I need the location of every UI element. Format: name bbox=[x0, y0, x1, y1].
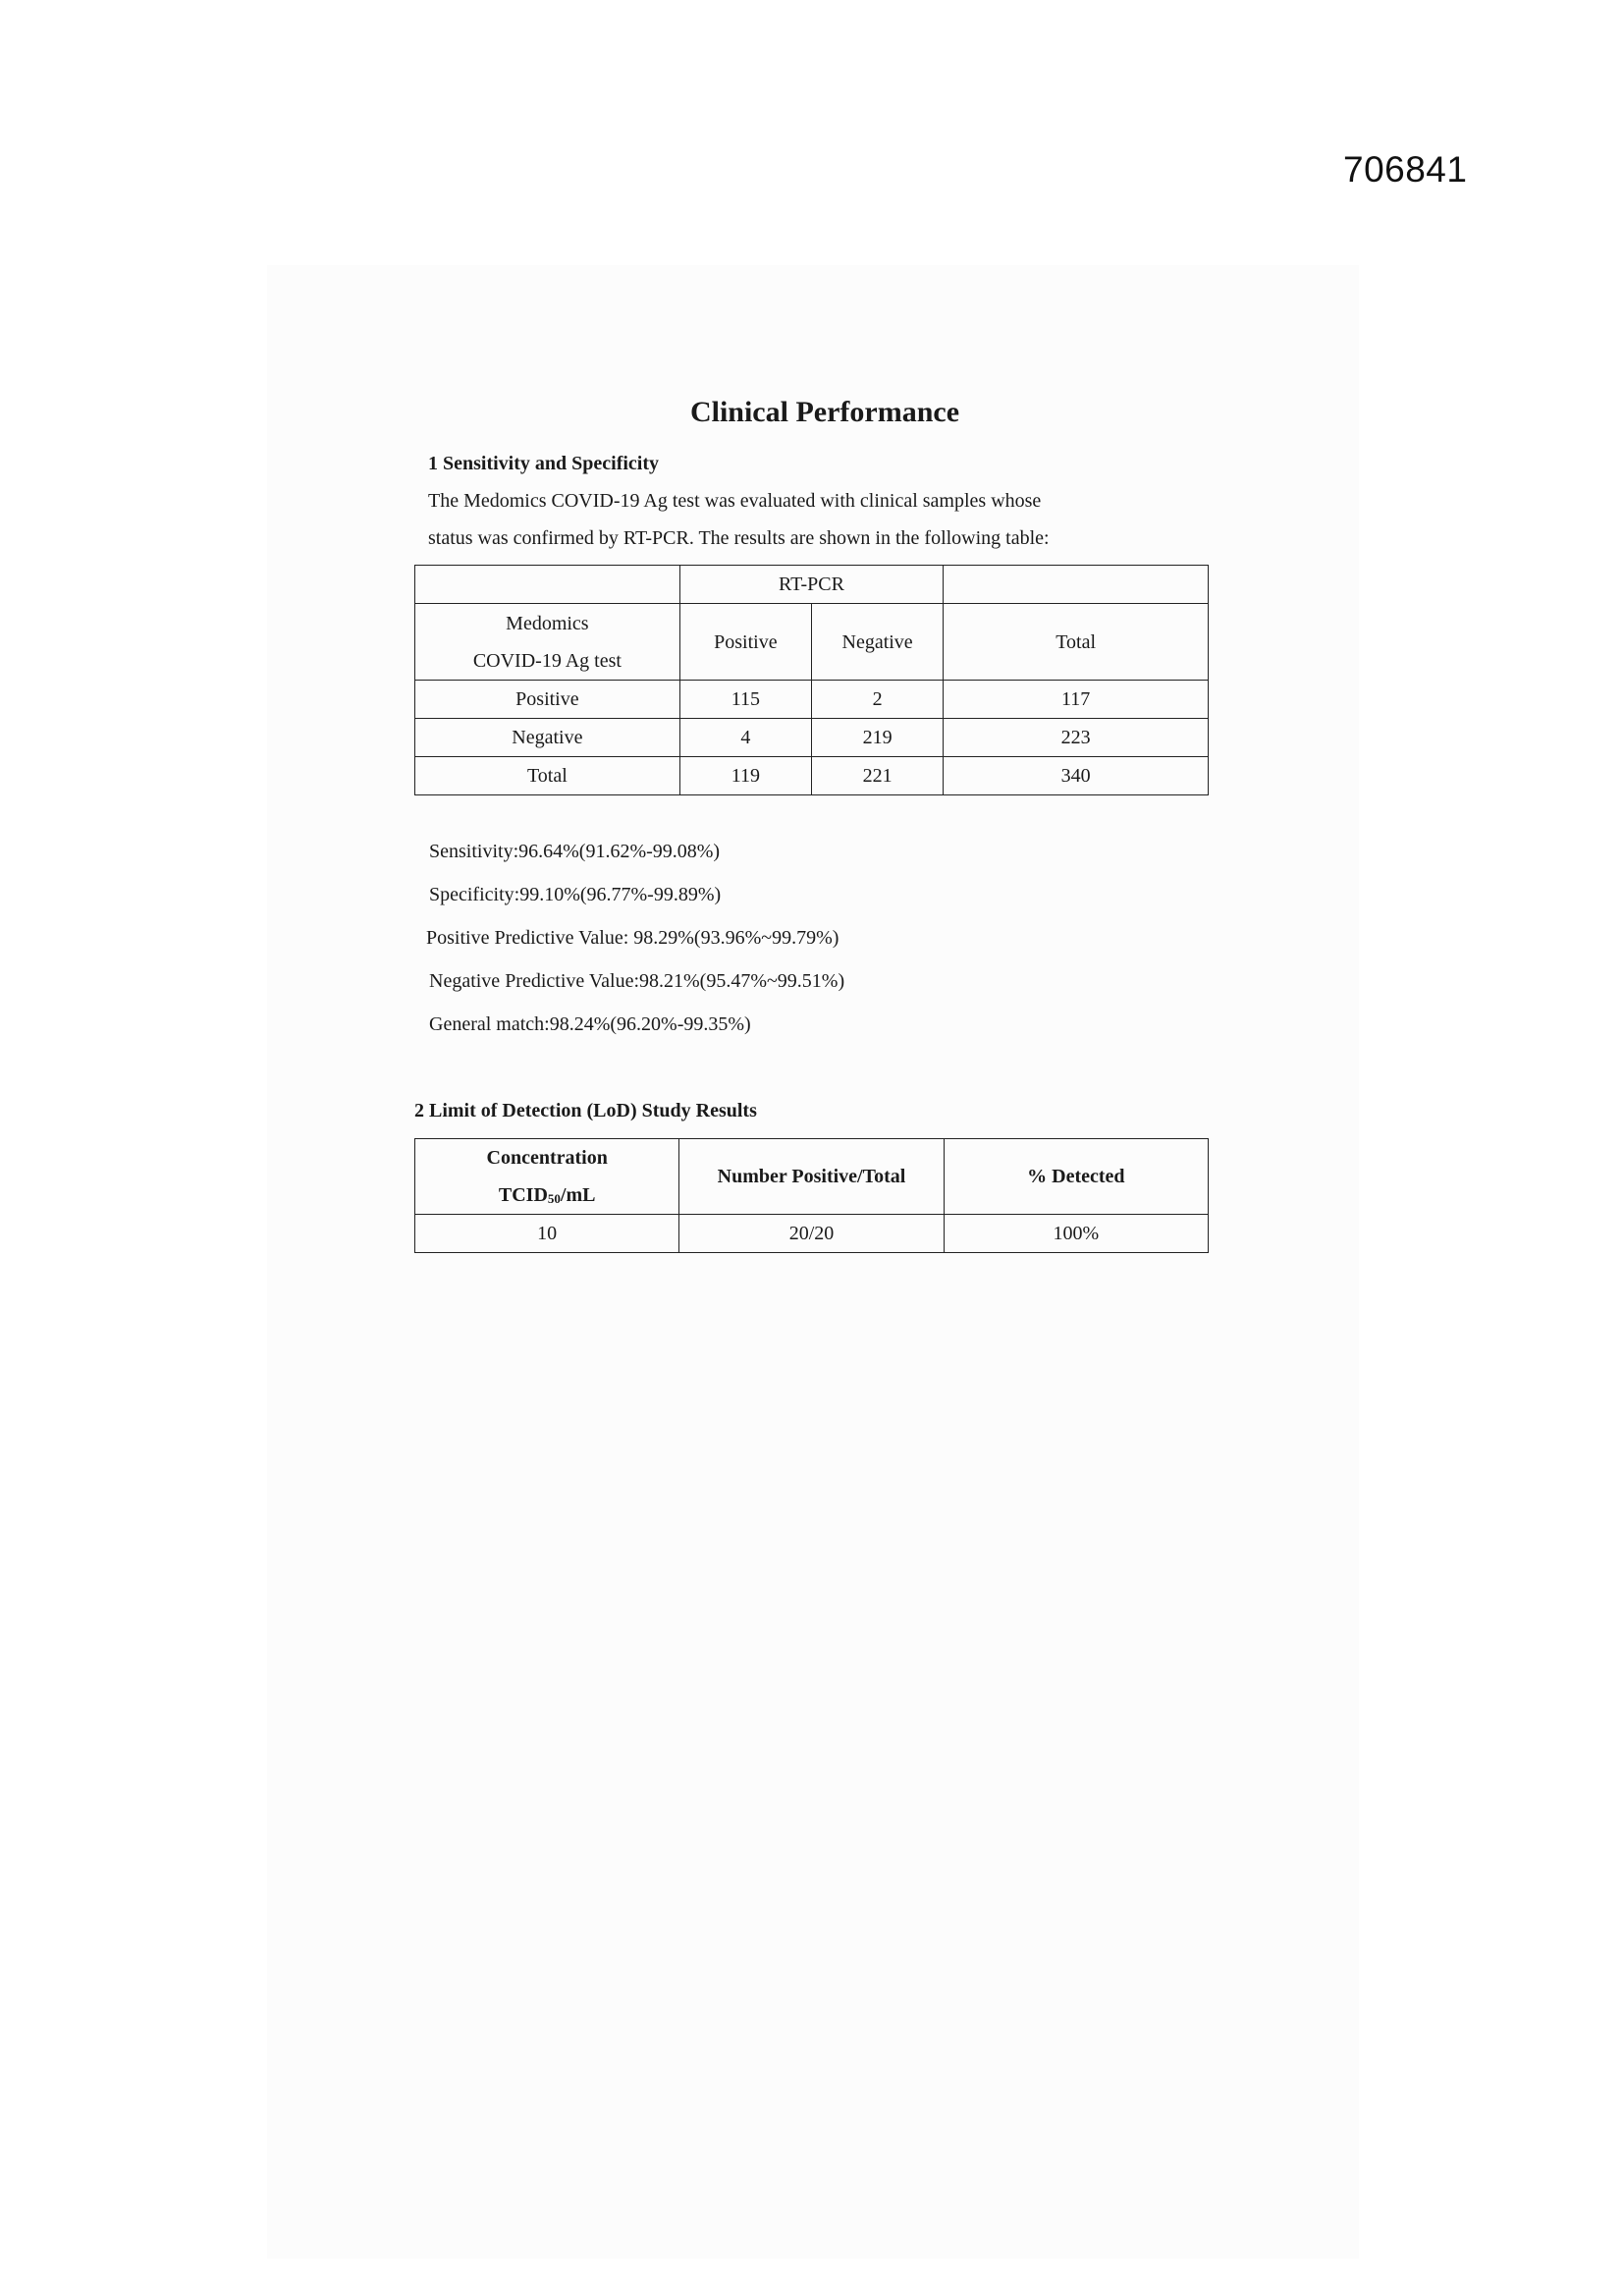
table-row bbox=[415, 1215, 1209, 1253]
intro-text-line-2: status was confirmed by RT-PCR. The results are shown in the following table: bbox=[428, 527, 1050, 549]
column-header-detected: % Detected bbox=[944, 1139, 1208, 1215]
table-cell: 223 bbox=[944, 719, 1209, 757]
table-subheader-row bbox=[415, 604, 1209, 681]
table-cell: 100% bbox=[944, 1215, 1208, 1253]
unit-suffix: /mL bbox=[560, 1184, 596, 1206]
table-header-row bbox=[415, 1139, 1209, 1215]
table-cell: 117 bbox=[944, 681, 1209, 719]
concentration-line-2 bbox=[415, 1176, 678, 1214]
table-cell-empty bbox=[415, 566, 680, 604]
concentration-line-1: Concentration bbox=[486, 1147, 608, 1169]
page-title: Clinical Performance bbox=[689, 396, 960, 428]
metric-specificity: Specificity:99.10%(96.77%-99.89%) bbox=[429, 884, 722, 905]
section-heading-sensitivity: 1 Sensitivity and Specificity bbox=[428, 453, 660, 474]
table-cell-empty bbox=[944, 566, 1209, 604]
table-cell: 221 bbox=[811, 757, 943, 795]
table-row bbox=[415, 719, 1209, 757]
table-header-row bbox=[415, 566, 1209, 604]
table-cell: 4 bbox=[679, 719, 811, 757]
table-cell: 2 bbox=[811, 681, 943, 719]
table-cell: 119 bbox=[679, 757, 811, 795]
column-header-concentration bbox=[415, 1139, 679, 1215]
row-header-test-name bbox=[415, 604, 680, 681]
unit-prefix: TCID bbox=[498, 1184, 548, 1206]
section-heading-lod: 2 Limit of Detection (LoD) Study Results bbox=[414, 1100, 757, 1121]
intro-text-line-1: The Medomics COVID-19 Ag test was evaluated with clinical samples whose bbox=[428, 490, 1042, 512]
document-id: 706841 bbox=[1343, 149, 1468, 190]
metric-ppv: Positive Predictive Value: 98.29%(93.96%~99.79%) bbox=[426, 927, 839, 949]
column-header-positive: Positive bbox=[679, 604, 811, 681]
column-header-number-positive: Number Positive/Total bbox=[679, 1139, 944, 1215]
table-cell: 219 bbox=[811, 719, 943, 757]
table-cell: 10 bbox=[415, 1215, 679, 1253]
metric-general-match: General match:98.24%(96.20%-99.35%) bbox=[429, 1013, 751, 1035]
table-row bbox=[415, 757, 1209, 795]
table-cell: 20/20 bbox=[679, 1215, 944, 1253]
metric-sensitivity: Sensitivity:96.64%(91.62%-99.08%) bbox=[429, 841, 721, 862]
table-cell: 115 bbox=[679, 681, 811, 719]
column-header-negative: Negative bbox=[811, 604, 943, 681]
rt-pcr-header: RT-PCR bbox=[679, 566, 943, 604]
row-header-line-1: Medomics bbox=[506, 612, 589, 634]
row-label: Negative bbox=[415, 719, 680, 757]
row-header-line-2: COVID-19 Ag test bbox=[472, 649, 622, 672]
table-row bbox=[415, 681, 1209, 719]
row-label: Positive bbox=[415, 681, 680, 719]
table-cell: 340 bbox=[944, 757, 1209, 795]
sensitivity-table bbox=[414, 565, 1209, 795]
metric-npv: Negative Predictive Value:98.21%(95.47%~99.51%) bbox=[429, 970, 845, 992]
lod-table bbox=[414, 1138, 1209, 1253]
column-header-total: Total bbox=[944, 604, 1209, 681]
unit-subscript: 50 bbox=[547, 1191, 561, 1206]
row-label: Total bbox=[415, 757, 680, 795]
